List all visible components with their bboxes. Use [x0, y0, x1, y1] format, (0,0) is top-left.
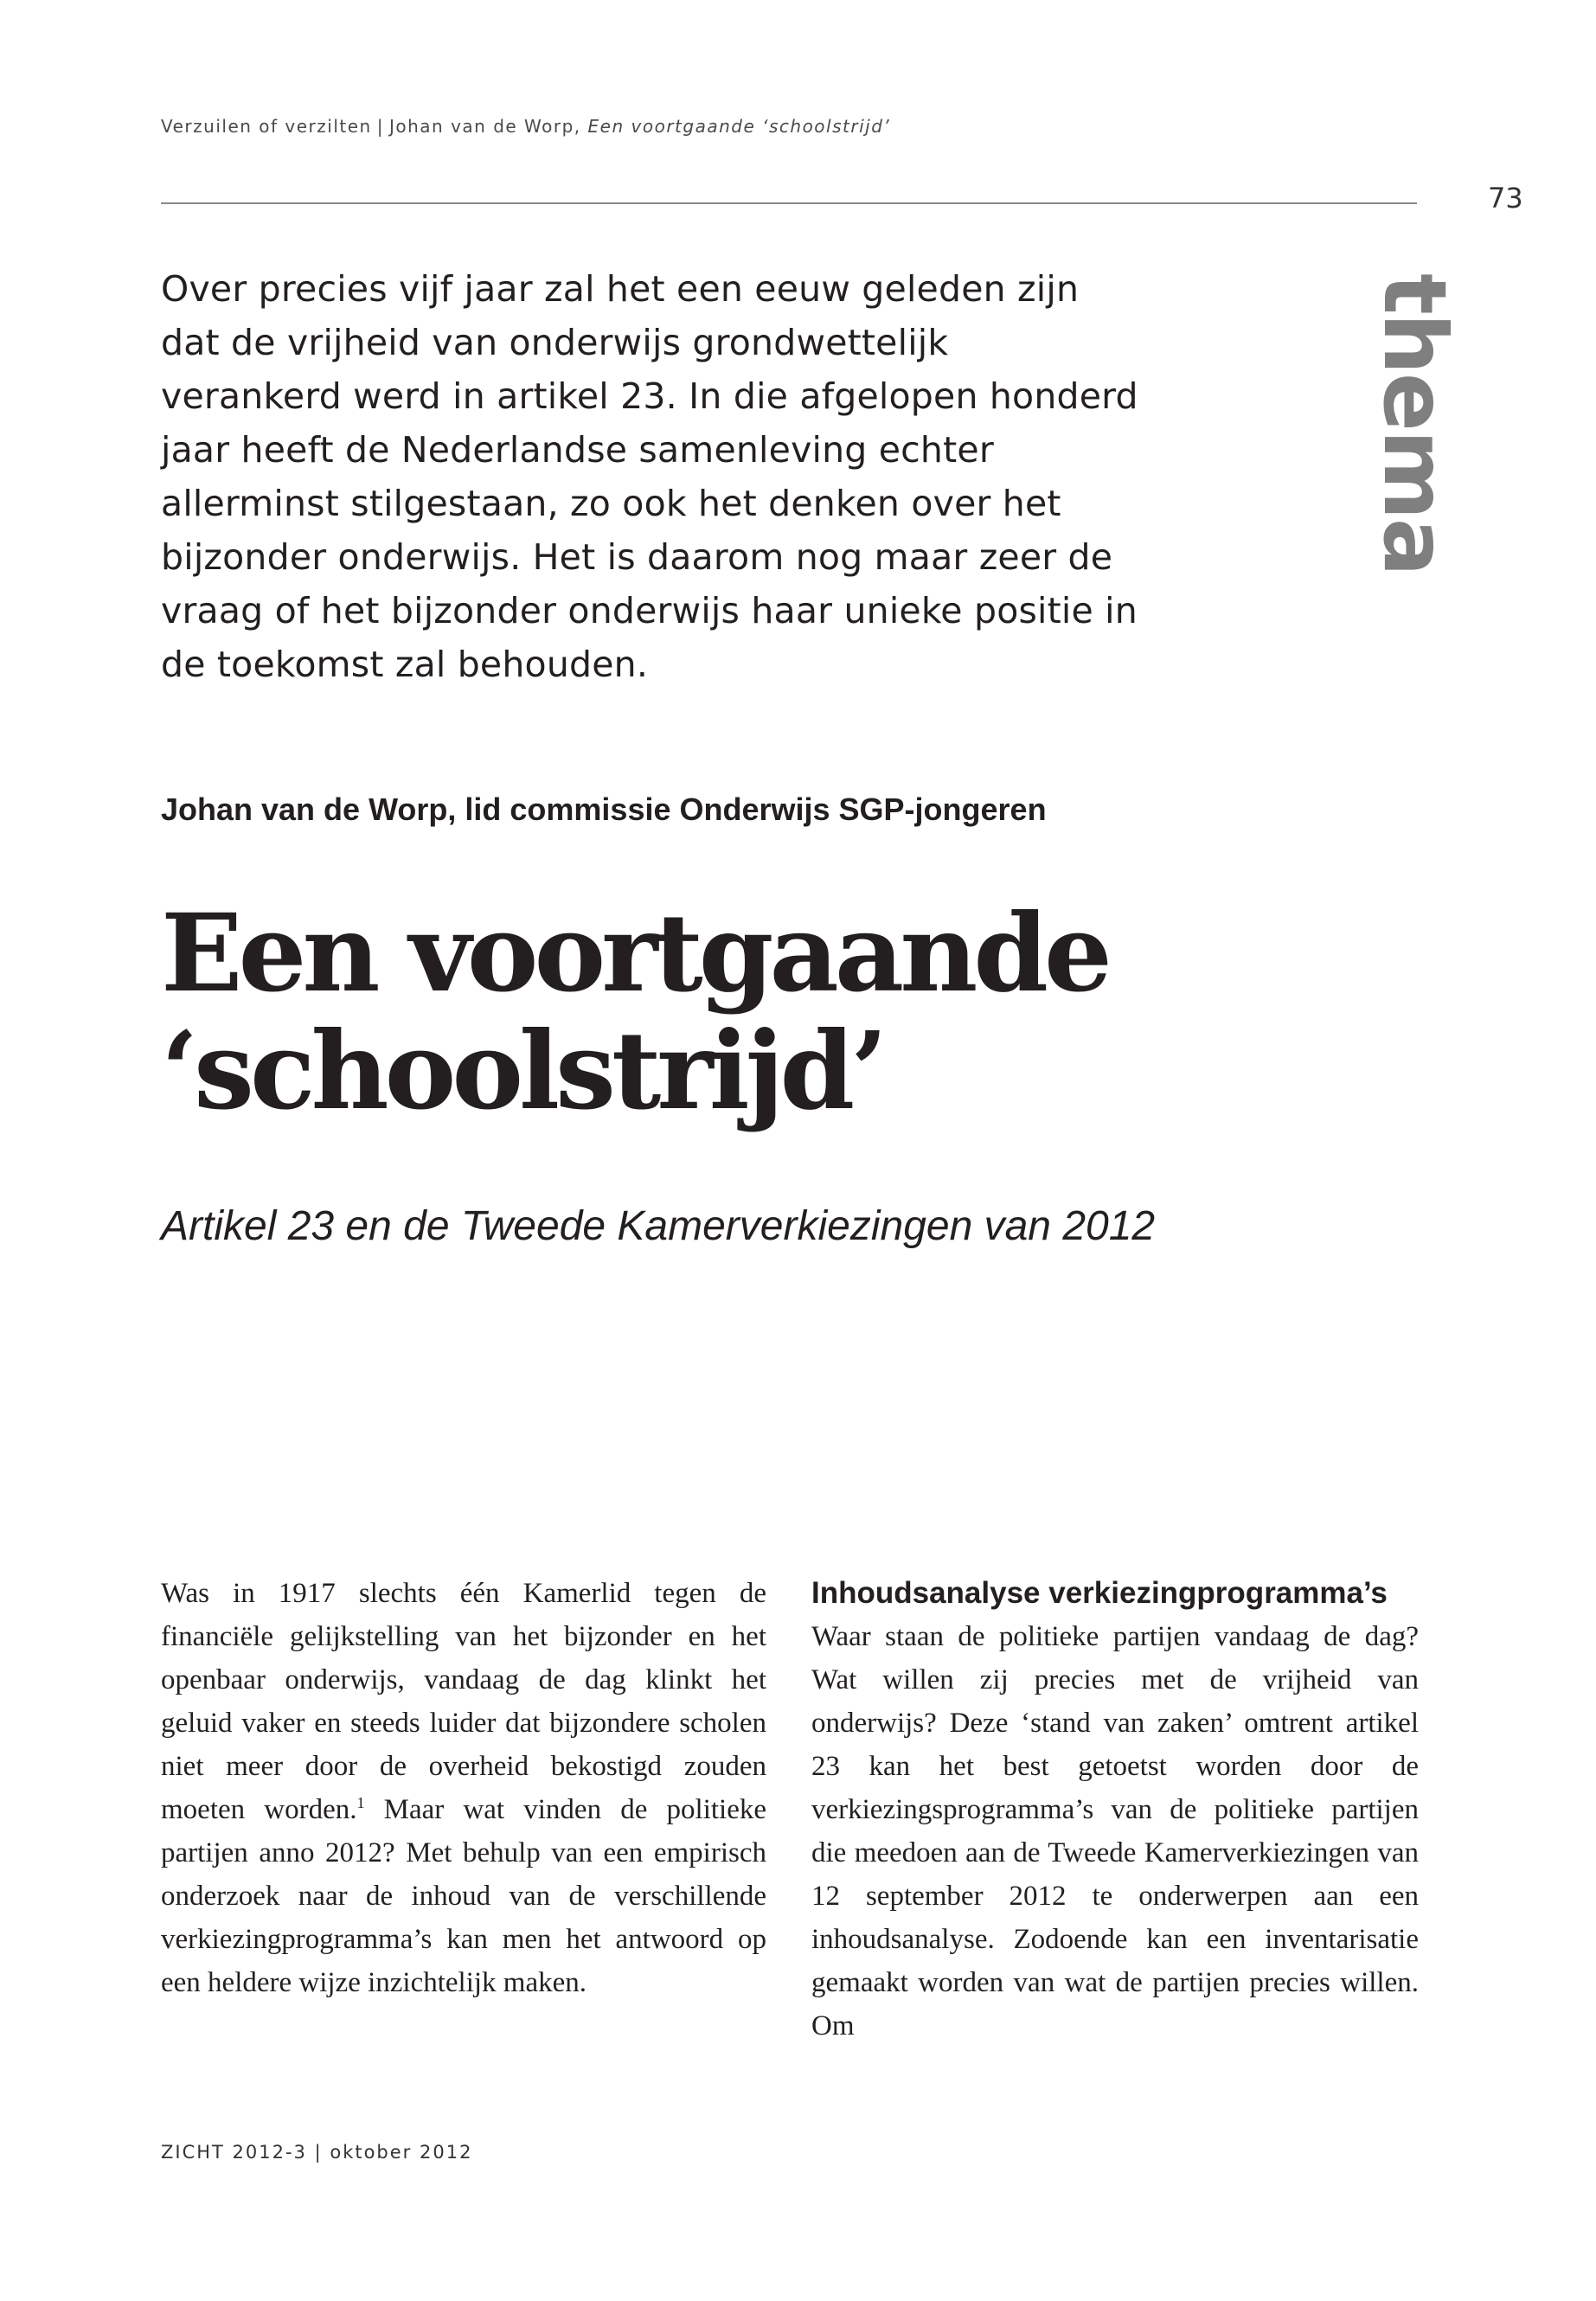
header-series: Verzuilen of verzilten — [161, 116, 372, 137]
header-separator: | — [376, 116, 384, 137]
body-column-right — [811, 1572, 1419, 2048]
article-title — [161, 891, 1372, 1134]
running-header — [161, 116, 890, 137]
author-line: Johan van de Worp, lid commissie Onderwijs SGP-jongeren — [161, 792, 1047, 827]
intro-paragraph: Over precies vijf jaar zal het een eeuw geleden zijn dat de vrijheid van onderwijs grondwettelijk verankerd werd in artikel 23. In die afgelopen honderd jaar heeft de Nederlandse samenleving echter allerminst stilgestaan, zo ook het denken over het bijzonder onderwijs. Het is daarom nog maar zeer de vraag of het bijzonder onderwijs haar unieke positie in de toekomst zal behouden. — [161, 268, 1138, 685]
body-text-before-note: Was in 1917 slechts één Kamerlid tegen de financiële gelijkstelling van het bijzonder en het openbaar onderwijs, vandaag de dag klinkt het geluid vaker en steeds luider dat bijzondere scholen niet meer door de overheid bekostigd zouden moeten worden. — [161, 1578, 766, 1825]
article-title-line-2: ‘schoolstrijd’ — [161, 1009, 884, 1134]
body-paragraph-right: Waar staan de politieke partijen vandaag de dag? Wat willen zij precies met de vrijheid van onderwijs? Deze ‘stand van zaken’ omtrent artikel 23 kan het best getoetst worden door de verkiezingsprogramma’s van de politieke partijen die meedoen aan de Tweede Kamerverkiezingen van 12 september 2012 te onderwerpen aan een inhoudsanalyse. Zodoende kan een inventarisatie gemaakt worden van wat de partijen precies willen. Om — [811, 1621, 1419, 2041]
body-column-left — [161, 1572, 766, 2004]
header-rule — [161, 202, 1417, 204]
section-heading: Inhoudsanalyse verkiezingprogramma’s — [811, 1576, 1388, 1610]
header-author: Johan van de Worp, — [388, 116, 581, 137]
article-title-line-1: Een voortgaande — [161, 891, 1108, 1016]
page-footer: ZICHT 2012-3 | oktober 2012 — [161, 2142, 473, 2163]
body-text-after-note: Maar wat vinden de politieke partijen anno 2012? Met behulp van een empirisch onderzoek naar de inhoud van de verschillende verkiezingprogramma’s kan men het antwoord op een heldere wijze inzichtelijk maken. — [161, 1794, 766, 1998]
header-article-title: Een voortgaande ‘schoolstrijd’ — [587, 116, 891, 137]
page-number: 73 — [1488, 182, 1523, 215]
section-label: thema — [1364, 273, 1465, 575]
article-subtitle: Artikel 23 en de Tweede Kamerverkiezingen van 2012 — [161, 1203, 1156, 1249]
body-paragraph-left — [161, 1572, 766, 2004]
footnote-reference: 1 — [356, 1794, 365, 1811]
